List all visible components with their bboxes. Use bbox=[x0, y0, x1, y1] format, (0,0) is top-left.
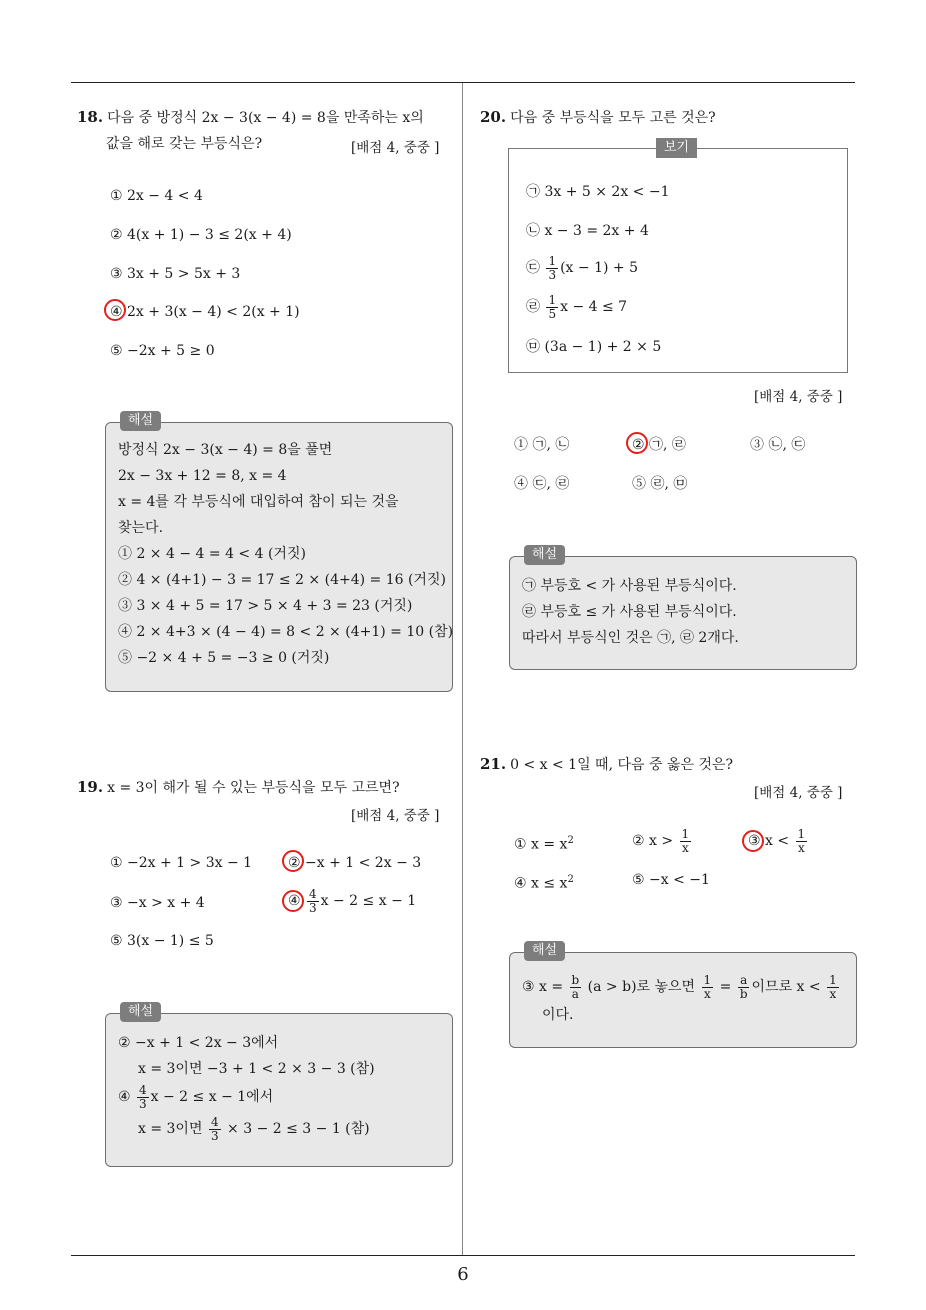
solution-line: 2x − 3x + 12 = 8, x = 4 bbox=[118, 468, 287, 484]
solution-tag: 해설 bbox=[524, 941, 565, 961]
q20-option-1[interactable]: ① ㉠, ㉡ bbox=[514, 437, 570, 453]
solution-tag: 해설 bbox=[120, 411, 161, 431]
q18-number: 18. bbox=[77, 108, 104, 126]
solution-line: ⑤ −2 × 4 + 5 = −3 ≥ 0 (거짓) bbox=[118, 650, 330, 666]
q21-option-1[interactable]: ① $x = x^2$ bbox=[514, 835, 574, 853]
solution-line: 이다. bbox=[542, 1007, 574, 1023]
q19-option-1[interactable]: ① −2x + 1 > 3x − 1 bbox=[110, 855, 253, 871]
q20-number: 20. bbox=[480, 108, 507, 126]
q18-score: [배점 4, 중중 ] bbox=[351, 140, 440, 156]
q20-score: [배점 4, 중중 ] bbox=[754, 389, 843, 405]
solution-line: 방정식 2x − 3(x − 4) = 8을 풀면 bbox=[118, 442, 333, 458]
solution-line: ② −x + 1 < 2x − 3에서 bbox=[118, 1035, 279, 1051]
bogi-tag: 보기 bbox=[656, 138, 697, 158]
q19-option-3[interactable]: ③ −x > x + 4 bbox=[110, 895, 205, 911]
selected-mark-icon bbox=[104, 299, 126, 321]
q21-option-2[interactable]: ② x > $\frac{1}{x}$ bbox=[632, 826, 690, 855]
q18-solution-box bbox=[105, 413, 454, 692]
solution-line: ② 4 × (4+1) − 3 = 17 ≤ 2 × (4+4) = 16 (거짓) bbox=[118, 572, 446, 588]
top-rule bbox=[71, 82, 855, 83]
q19-option-2[interactable]: ② −x + 1 < 2x − 3 bbox=[288, 853, 421, 873]
solution-line: ① 2 × 4 − 4 = 4 < 4 (거짓) bbox=[118, 546, 306, 562]
solution-line: 찾는다. bbox=[118, 520, 164, 536]
q20-option-5[interactable]: ⑤ ㉣, ㉤ bbox=[632, 476, 688, 492]
solution-tag: 해설 bbox=[524, 545, 565, 565]
q20-option-4[interactable]: ④ ㉢, ㉣ bbox=[514, 476, 570, 492]
q19-option-5[interactable]: ⑤ 3(x − 1) ≤ 5 bbox=[110, 933, 214, 949]
q21-option-5[interactable]: ⑤ −x < −1 bbox=[632, 872, 710, 888]
q18-option-4[interactable]: ④ 2x + 3(x − 4) < 2(x + 1) bbox=[110, 302, 300, 322]
selected-mark-icon bbox=[626, 432, 648, 454]
solution-line: ④ $\frac{4}{3}$ x − 2 ≤ x − 1에서 bbox=[118, 1082, 274, 1111]
page-number: 6 bbox=[457, 1264, 469, 1285]
bogi-item: ㉤ (3a − 1) + 2 × 5 bbox=[526, 339, 662, 355]
fraction: $\frac{4}{3}$ bbox=[309, 886, 317, 915]
q21-option-4[interactable]: ④ $x \le x^2$ bbox=[514, 874, 574, 892]
q19-option-4[interactable]: ④ $\frac{4}{3}$ x − 2 ≤ x − 1 bbox=[288, 885, 416, 917]
q21-option-3[interactable]: ③ x < $\frac{1}{x}$ bbox=[748, 824, 809, 858]
q18-option-2[interactable]: ② 4(x + 1) − 3 ≤ 2(x + 4) bbox=[110, 227, 292, 243]
bogi-item: ㉡ x − 3 = 2x + 4 bbox=[526, 223, 649, 239]
solution-line: x = 4를 각 부등식에 대입하여 참이 되는 것을 bbox=[118, 494, 399, 510]
q18-text-line2: 값을 해로 갖는 부등식은? bbox=[106, 136, 263, 152]
q18-option-1[interactable]: ① 2x − 4 < 4 bbox=[110, 188, 203, 204]
q18-option-3[interactable]: ③ 3x + 5 > 5x + 3 bbox=[110, 266, 241, 282]
bogi-item: ㉠ 3x + 5 × 2x < −1 bbox=[526, 184, 670, 200]
q19-text: 19. x = 3이 해가 될 수 있는 부등식을 모두 고르면? bbox=[77, 778, 400, 796]
q19-solution-box bbox=[105, 1004, 453, 1167]
selected-mark-icon bbox=[282, 850, 304, 872]
solution-line: ㉠ 부등호 < 가 사용된 부등식이다. bbox=[522, 578, 737, 594]
bogi-item: ㉢ $\frac{1}{3}$ (x − 1) + 5 bbox=[526, 253, 638, 282]
solution-tag: 해설 bbox=[120, 1002, 161, 1022]
selected-mark-icon bbox=[282, 890, 304, 912]
selected-mark-icon bbox=[742, 830, 764, 852]
q21-score: [배점 4, 중중 ] bbox=[754, 785, 843, 801]
q18-option-5[interactable]: ⑤ −2x + 5 ≥ 0 bbox=[110, 343, 215, 359]
solution-line: ㉣ 부등호 ≤ 가 사용된 부등식이다. bbox=[522, 604, 737, 620]
column-divider bbox=[462, 83, 463, 1255]
q21-solution-box bbox=[509, 943, 857, 1048]
q20-option-3[interactable]: ③ ㉡, ㉢ bbox=[750, 437, 806, 453]
q18-text: 18. 다음 중 방정식 2x − 3(x − 4) = 8을 만족하는 x의 bbox=[77, 108, 424, 126]
q19-score: [배점 4, 중중 ] bbox=[351, 808, 440, 824]
q20-solution-box bbox=[509, 547, 857, 670]
solution-line: 따라서 부등식인 것은 ㉠, ㉣ 2개다. bbox=[522, 630, 739, 646]
q20-text: 20. 다음 중 부등식을 모두 고른 것은? bbox=[480, 108, 716, 126]
q20-option-2[interactable]: ② ㉠, ㉣ bbox=[632, 435, 686, 455]
q21-text: 21. 0 < x < 1일 때, 다음 중 옳은 것은? bbox=[480, 755, 734, 773]
q19-number: 19. bbox=[77, 778, 104, 796]
solution-line: x = 3이면 −3 + 1 < 2 × 3 − 3 (참) bbox=[138, 1061, 375, 1077]
solution-line: ③ x = $\frac{b}{a}$ (a > b)로 놓으면 $\frac{1}{x}$ = $\frac{a}{b}$ 이므로 x < $\frac{1}{x}$ bbox=[522, 972, 837, 1001]
solution-line: x = 3이면 $\frac{4}{3}$ × 3 − 2 ≤ 3 − 1 (참) bbox=[138, 1114, 370, 1143]
bogi-item: ㉣ $\frac{1}{5}$ x − 4 ≤ 7 bbox=[526, 292, 628, 321]
bottom-rule bbox=[71, 1255, 855, 1256]
solution-line: ④ 2 × 4+3 × (4 − 4) = 8 < 2 × (4+1) = 10 (참) bbox=[118, 624, 454, 640]
q21-number: 21. bbox=[480, 755, 507, 773]
solution-line: ③ 3 × 4 + 5 = 17 > 5 × 4 + 3 = 23 (거짓) bbox=[118, 598, 413, 614]
